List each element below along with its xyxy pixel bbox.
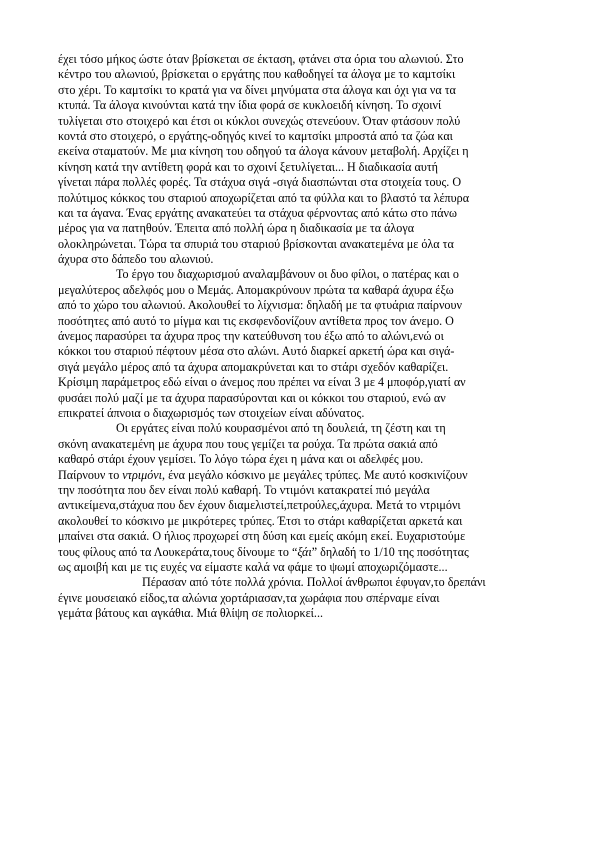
text-line: κοντά στο στοιχερό, ο εργάτης-οδηγός κινεί το καμτσίκι μπροστά από τα ζώα και [58,128,453,143]
text-line: Οι εργάτες είναι πολύ κουρασμένοι από τη δουλειά, τη ζέστη και τη [116,421,446,436]
text-line-with-italic [58,468,546,483]
text-line: ακολουθεί το κόσκινο με μικρότερες τρύπες. Έτσι το στάρι καθαρίζεται αρκετά και [58,513,463,528]
italic-term: ξάι [297,544,312,559]
text-line: στο χέρι. Το καμτσίκι το κρατά για να δίνει μηνύματα στα άλογα και όχι για να τα [58,82,456,97]
text-line: μεγαλύτερος αδελφός μου ο Μεμάς. Απομακρύνουν πρώτα τα καθαρά άχυρα έξω [58,282,454,297]
text-line: επικρατεί άπνοια ο διαχωρισμός των στοιχείων είναι αδύνατος. [58,405,365,420]
text-line: ολοκληρώνεται. Τώρα τα σπυριά του σταριού βρίσκονται ανακατεμένα με όλα τα [58,236,454,251]
text-segment: , ένα μεγάλο κόσκινο με μεγάλες τρύπες. Με αυτό κοσκινίζουν [162,467,468,482]
text-line: Το έργο του διαχωρισμού αναλαμβάνουν οι δυο φίλοι, ο πατέρας και ο [116,267,459,282]
text-line: σκόνη ανακατεμένη με άχυρα που τους γεμίζει τα ρούχα. Τα πρώτα σακιά από [58,436,438,451]
text-line: και τα άγανα. Ένας εργάτης ανακατεύει τα στάχυα φέρνοντας από κάτω στο πάνω [58,205,457,220]
text-line: Κρίσιμη παράμετρος εδώ είναι ο άνεμος που πρέπει να είναι 3 με 4 μποφόρ,γιατί αν [58,375,466,390]
text-line: μέρος για να πατηθούν. Έπειτα από πολλή ώρα η διαδικασία με τα άλογα [58,221,415,236]
text-line: Πέρασαν από τότε πολλά χρόνια. Πολλοί άνθρωποι έφυγαν,το δρεπάνι [142,575,486,590]
paragraph-1 [58,52,546,267]
text-line: σιγά μεγάλο μέρος από τα άχυρα απομακρύνεται και το στάρι σχεδόν καθαρίζει. [58,359,449,374]
text-line: ποσότητες από αυτό το μίγμα και τις εκσφενδονίζουν αντίθετα προς τον άνεμο. Ο [58,313,454,328]
text-line: έχει τόσο μήκος ώστε όταν βρίσκεται σε έκταση, φτάνει στα όρια του αλωνιού. Στο [58,52,464,66]
text-line: φυσάει πολύ μαζί με τα άχυρα παρασύρονται και οι κόκκοι του σταριού, ενώ αν [58,390,446,405]
text-line: ως αμοιβή και με τις ευχές να είμαστε καλά να φάμε το ψωμί αποχωριζόμαστε... [58,559,448,574]
text-line: από το χώρο του αλωνιού. Ακολουθεί το λίχνισμα: δηλαδή με τα φτυάρια παίρνουν [58,298,462,313]
paragraph-4 [58,575,546,621]
text-line: άχυρα στο δάπεδο του αλωνιού. [58,252,214,267]
text-line: έγινε μουσειακό είδος,τα αλώνια χορτάριασαν,τα χωράφια που σπέρναμε είναι [58,590,440,605]
text-line: την ποσότητα που δεν είναι πολύ καθαρή. Το ντιμόνι κατακρατεί πιό μεγάλα [58,482,430,497]
text-line: γεμάτα βάτους και αγκάθια. Μιά θλίψη σε πολιορκεί... [58,606,324,621]
text-line: άνεμος παρασύρει τα άχυρα προς την κατεύθυνση του έξω από το αλώνι,ενώ οι [58,329,444,344]
text-line: πολύτιμος κόκκος του σταριού αποχωρίζεται από τα φύλλα και το βλαστό τα λέπυρα [58,190,470,205]
text-line: κέντρο του αλωνιού, βρίσκεται ο εργάτης που καθοδηγεί τα άλογα με το καμτσίκι [58,67,456,82]
text-line-with-italic [58,545,546,560]
text-line: αντικείμενα,στάχυα που δεν έχουν διαμελιστεί,πετρούλες,άχυρα. Μετά το ντριμόνι [58,498,461,513]
text-line: κίνηση κατά την αντίθετη φορά και το σχοινί ξετυλίγεται... Η διαδικασία αυτή [58,159,439,174]
text-segment: ” δηλαδή το 1/10 της ποσότητας [311,544,469,559]
paragraph-2 [58,267,546,421]
text-line: τυλίγεται στο στοιχερό και έτσι οι κύκλοι συνεχώς στενεύουν. Όταν φτάσουν πολύ [58,113,461,128]
text-segment: Παίρνουν το [58,467,123,482]
document-page [58,52,546,621]
text-line: κόκκοι του σταριού πέφτουν μέσα στο αλώνι. Αυτό διαρκεί αρκετή ώρα και σιγά- [58,344,455,359]
italic-term: ντριμόνι [122,467,163,482]
paragraph-3 [58,421,546,575]
text-line: καθαρό στάρι έχουν γεμίσει. Το λόγο τώρα έχει η μάνα και οι αδελφές μου. [58,452,424,467]
text-line: γίνεται πάρα πολλές φορές. Τα στάχυα σιγά -σιγά διασπώνται στα στοιχεία τους. Ο [58,175,462,190]
text-segment: τους φίλους από τα Λουκεράτα,τους δίνουμε το “ [58,544,298,559]
text-line: κτυπά. Τα άλογα κινούνται κατά την ίδια φορά σε κυκλοειδή κίνηση. Το σχοινί [58,98,442,113]
text-line: εκείνα σταματούν. Με μια κίνηση του οδηγού τα άλογα κάνουν μεταβολή. Αρχίζει η [58,144,469,159]
text-line: μπαίνει στα σακιά. Ο ήλιος προχωρεί στη δύση και εμείς ακόμη εκεί. Ευχαριστούμε [58,529,466,544]
